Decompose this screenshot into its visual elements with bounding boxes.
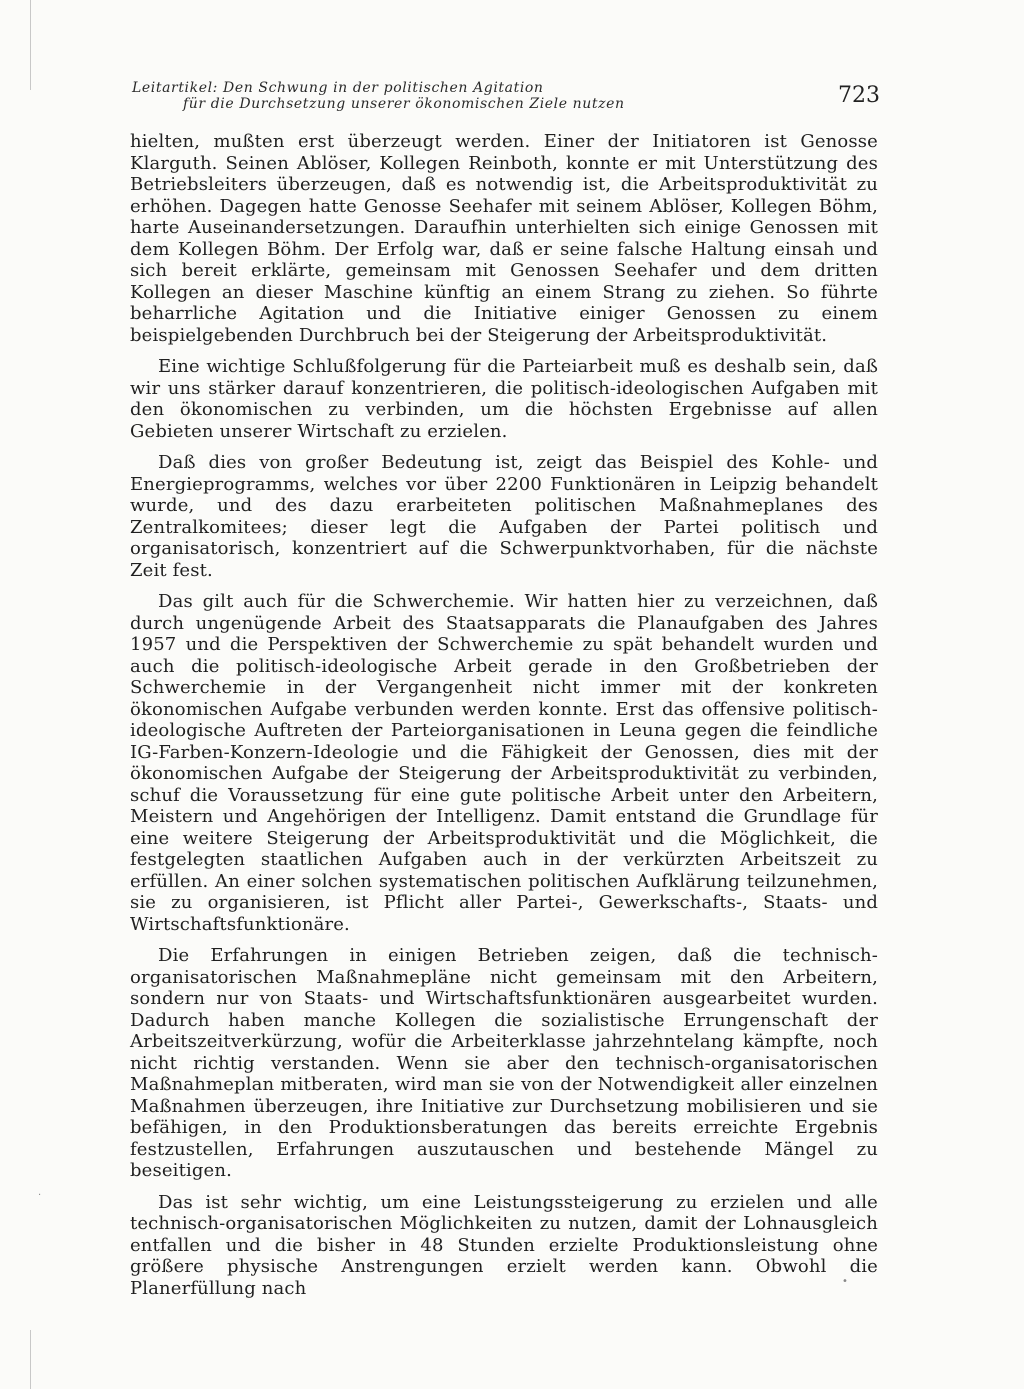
running-title-line-2: für die Durchsetzung unserer ökonomischen Ziele nutzen [183,96,625,112]
paragraph: hielten, mußten erst überzeugt werden. Einer der Initiatoren ist Genosse Klarguth. Seinen Ablöser, Kollegen Reinboth, konnte er mit Unterstützung des Betriebsleiters überzeugen, daß es notwendig ist, die Arbeitsproduktivität zu erhöhen. Dagegen hatte Genosse Seehafer mit seinem Ablöser, Kollegen Böhm, harte Auseinandersetzungen. Daraufhin unterhielten sich einige Genossen mit dem Kollegen Böhm. Der Erfolg war, daß er seine falsche Haltung einsah und sich bereit erklärte, gemeinsam mit Genossen Seehafer und dem dritten Kollegen an dieser Maschine künftig an einem Strang zu ziehen. So führte beharrliche Agitation und die Initiative einiger Genossen zu einem beispielgebenden Durchbruch bei der Steigerung der Arbeitsproduktivität. [130,131,878,346]
article-body [130,131,878,1309]
running-title-line-1: Leitartikel: Den Schwung in der politischen Agitation [132,80,544,96]
paragraph: Das gilt auch für die Schwerchemie. Wir hatten hier zu verzeichnen, daß durch ungenügende Arbeit des Staatsapparats die Planaufgaben des Jahres 1957 und die Perspektiven der Schwerchemie zu spät behandelt wurden und auch die politisch-ideologische Arbeit gerade in den Großbetrieben der Schwerchemie in der Vergangenheit nicht immer mit der konkreten ökonomischen Aufgabe verbunden werden konnte. Erst das offensive politisch-ideologische Auftreten der Parteiorganisationen in Leuna gegen die feindliche IG-Farben-Konzern-Ideologie und die Fähigkeit der Genossen, dies mit der ökonomischen Aufgabe der Steigerung der Arbeitsproduktivität zu verbinden, schuf die Voraussetzung für eine gute politische Arbeit unter den Arbeitern, Meistern und Angehörigen der Intelligenz. Damit entstand die Grundlage für eine weitere Steigerung der Arbeitsproduktivität und die Möglichkeit, die festgelegten staatlichen Aufgaben auch in der verkürzten Arbeitszeit zu erfüllen. An einer solchen systematischen politischen Aufklärung teilzunehmen, sie zu organisieren, ist Pflicht aller Partei-, Gewerkschafts-, Staats- und Wirtschaftsfunktionäre. [130,591,878,935]
paragraph: Eine wichtige Schlußfolgerung für die Parteiarbeit muß es deshalb sein, daß wir uns stärker darauf konzentrieren, die politisch-ideologischen Aufgaben mit den ökonomischen zu verbinden, um die höchsten Ergebnisse auf allen Gebieten unserer Wirtschaft zu erzielen. [130,356,878,442]
running-header [132,80,880,120]
paragraph: Das ist sehr wichtig, um eine Leistungssteigerung zu erzielen und alle technisch-organisatorischen Möglichkeiten zu nutzen, damit der Lohnausgleich entfallen und die bisher in 48 Stunden erzielte Produktionsleistung ohne größere physische Anstrengungen erzielt werden kann. Obwohl die Planerfüllung nach [130,1191,878,1299]
page-number: 723 [838,83,880,108]
paragraph: Daß dies von großer Bedeutung ist, zeigt das Beispiel des Kohle- und Energieprogramms, welches vor über 2200 Funktionären in Leipzig behandelt wurde, und des dazu erarbeiteten politischen Maßnahmeplanes des Zentralkomitees; dieser legt die Aufgaben der Partei politisch und organisatorisch, konzentriert auf die Schwerpunktvorhaben, für die nächste Zeit fest. [130,452,878,581]
scan-speck: • [842,1276,848,1287]
paragraph: Die Erfahrungen in einigen Betrieben zeigen, daß die technisch-organisatorischen Maßnahmepläne nicht gemeinsam mit den Arbeitern, sondern nur von Staats- und Wirtschaftsfunktionären ausgearbeitet wurden. Dadurch haben manche Kollegen die sozialistische Errungenschaft der Arbeitszeitverkürzung, wofür die Arbeiterklasse jahrzehntelang kämpfte, noch nicht richtig verstanden. Wenn sie aber den technisch-organisatorischen Maßnahmeplan mitberaten, wird man sie von der Notwendigkeit aller einzelnen Maßnahmen überzeugen, ihre Initiative zur Durchsetzung mobilisieren und sie befähigen, in den Produktionsberatungen das bereits erreichte Ergebnis festzustellen, Erfahrungen auszutauschen und bestehende Mängel zu beseitigen. [130,945,878,1181]
scan-edge-mark [30,0,31,90]
scan-speck: · [38,1190,42,1201]
scan-edge-mark-bottom [30,1330,31,1389]
running-title [132,80,752,112]
